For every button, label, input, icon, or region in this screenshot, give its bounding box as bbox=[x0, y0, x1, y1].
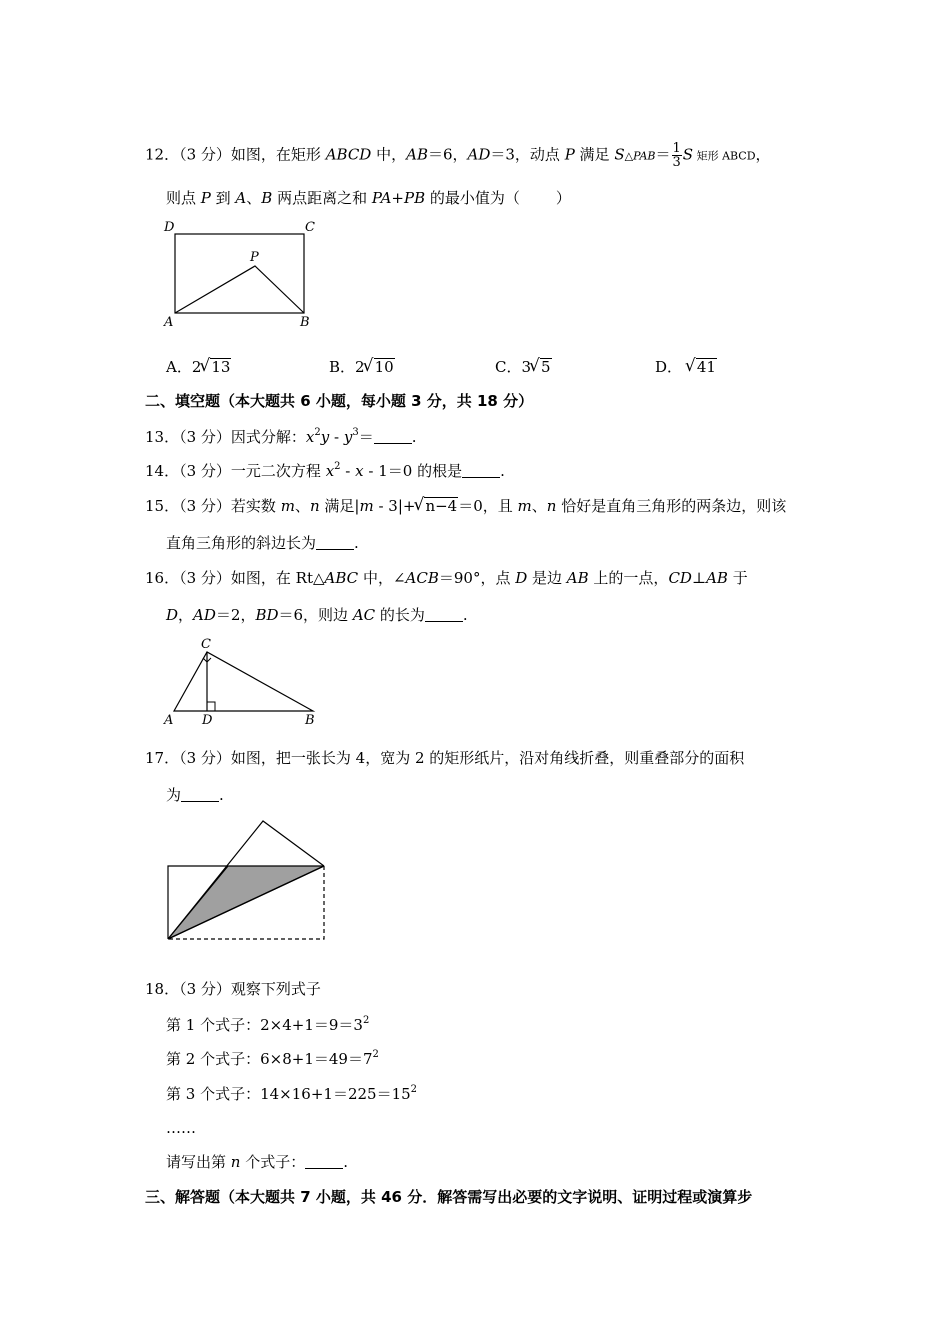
q18-row-3: 第 3 个式子：$14\times 16+1=225=15^2$ bbox=[166, 1084, 418, 1103]
sqrt-symbol: √ n−4 bbox=[416, 496, 458, 516]
section-2-heading: 二、填空题（本大题共 6 小题，每小题 3 分，共 18 分） bbox=[145, 392, 534, 410]
answer-blank[interactable] bbox=[305, 1154, 343, 1169]
q13: 13．（3 分）因式分解：$x^2y - y^3=$ . bbox=[145, 427, 417, 446]
label-c: C bbox=[305, 220, 315, 235]
label-a: A bbox=[164, 713, 174, 728]
q14: 14．（3 分）一元二次方程 $x^2 - x - 1=0$ 的根是 . bbox=[145, 461, 505, 480]
label-c: C bbox=[201, 637, 211, 652]
label-b: B bbox=[305, 713, 315, 728]
q18-ask: 请写出第 n 个式子： . bbox=[166, 1153, 349, 1171]
q12-option-c[interactable]: C．3√ 5 bbox=[495, 357, 552, 377]
right-angle-mark-d bbox=[207, 702, 215, 711]
label-b: B bbox=[300, 315, 310, 330]
q16-line2: D，AD＝2，BD＝6，则边 AC 的长为 . bbox=[166, 606, 468, 624]
q16-line1: 16．（3 分）如图，在 Rt△ABC 中，∠ACB＝90°，点 D 是边 AB 上的一点，CD⊥AB 于 bbox=[145, 569, 748, 587]
q18-line1: 18．（3 分）观察下列式子 bbox=[145, 980, 321, 998]
q18-row-2: 第 2 个式子：$6\times 8+1=49=7^2$ bbox=[166, 1049, 379, 1068]
q17-folded-rectangle-figure bbox=[160, 815, 335, 950]
q12-rectangle-figure bbox=[160, 215, 330, 330]
q16-right-triangle-figure bbox=[160, 632, 325, 730]
q17-line2: 为 . bbox=[166, 786, 224, 804]
sqrt-symbol: √ 10 bbox=[366, 357, 395, 377]
triangle-abc bbox=[174, 652, 313, 711]
q15-line1: 15．（3 分）若实数 m、n 满足|m - 3|+√ n−4＝0，且 m、n 恰好是直角三角形的两条边，则该 bbox=[145, 496, 786, 516]
answer-blank[interactable] bbox=[316, 535, 354, 550]
answer-blank[interactable] bbox=[425, 607, 463, 622]
label-d: D bbox=[202, 713, 213, 728]
triangle-apb bbox=[175, 266, 304, 313]
label-d: D bbox=[164, 220, 175, 235]
q12-line2: 则点 P 到 A、B 两点距离之和 PA+PB 的最小值为（ ） bbox=[166, 189, 571, 207]
section-3-heading: 三、解答题（本大题共 7 小题，共 46 分．解答需写出必要的文字说明、证明过程或演算步 bbox=[145, 1188, 753, 1206]
answer-blank[interactable] bbox=[462, 463, 500, 478]
label-p: P bbox=[250, 250, 259, 265]
sqrt-symbol: √ 13 bbox=[202, 357, 231, 377]
label-a: A bbox=[164, 315, 174, 330]
q18-row-1: 第 1 个式子：$2\times 4+1=9=3^2$ bbox=[166, 1015, 370, 1034]
answer-blank[interactable] bbox=[181, 787, 219, 802]
answer-blank[interactable] bbox=[374, 429, 412, 444]
q17-line1: 17．（3 分）如图，把一张长为 4，宽为 2 的矩形纸片，沿对角线折叠，则重叠部分的面积 bbox=[145, 749, 745, 767]
one-third-fraction: $\frac{1}{3}$ bbox=[672, 141, 681, 170]
q12-option-a[interactable]: A．2√ 13 bbox=[166, 357, 231, 377]
sqrt-symbol: √ 41 bbox=[688, 357, 717, 377]
q12-option-d[interactable]: D． √ 41 bbox=[655, 357, 717, 377]
q12-line1: 12．（3 分）如图，在矩形 ABCD 中，AB＝6，AD＝3，动点 P 满足 S△PAB＝ $\frac{1}{3}$ S 矩形 ABCD， bbox=[145, 141, 771, 170]
q18-ellipsis: …… bbox=[166, 1119, 196, 1137]
q12-option-b[interactable]: B．2√ 10 bbox=[329, 357, 395, 377]
sqrt-symbol: √ 5 bbox=[532, 357, 552, 377]
q15-line2: 直角三角形的斜边长为 . bbox=[166, 534, 359, 552]
